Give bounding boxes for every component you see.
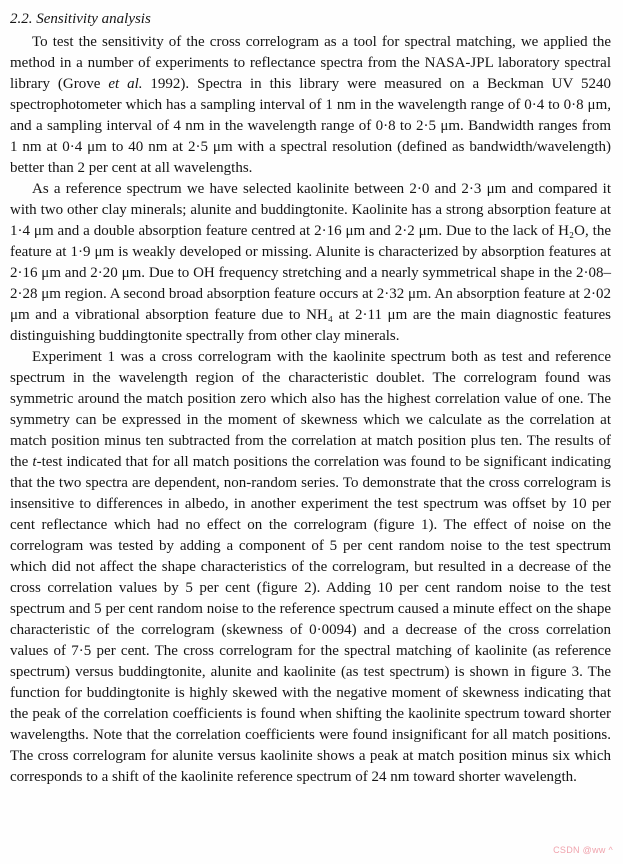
paragraph-text: -test indicated that for all match positions the correlation was found to be significant indicating that the two spectra are dependent, non-random series. To demonstrate that the cross correlogram is insensitive to differences in albedo, in another experiment the test spectrum was offset by 10 per cent reflectance which had no effect on the correlogram (figure 1). The effect of noise on the correlogram was tested by adding a component of 5 per cent random noise to the test spectrum which did not affect the shape characteristics of the correlogram, but resulted in a decrease of the cross correlation values by 5 per cent (figure 2). Adding 10 per cent random noise to the test spectrum and 5 per cent random noise to the reference spectrum caused a minute effect on the shape characteristic of the correlogram (skewness of 0·0094) and a decrease of the cross correlation values of 7·5 per cent. The cross correlogram for the spectral matching of kaolinite (as reference spectrum) versus buddingtonite, alunite and kaolinite (as test spectrum) is shown in figure 3. The function for buddingtonite is highly skewed with the negative moment of skewness indicating that the peak of the correlation coefficients is found when shifting the kaolinite spectrum toward shorter wavelengths. Note that the correlation coefficients were found insignificant for all match positions. The cross correlogram for alunite versus kaolinite shows a peak at match position minus six which corresponds to a shift of the kaolinite reference spectrum of 24 nm toward shorter wavelength. (10, 454, 611, 785)
paragraph-text: As a reference spectrum we have selected kaolinite between 2·0 and 2·3 μm and compared it with two other clay minerals; alunite and buddingtonite. Kaolinite has a strong absorption feature at 1·4 μm and a double absorption feature centred at 2·16 μm and 2·2 μm. Due to the lack of H₂O, the feature at 1·9 μm is weakly developed or missing. Alunite is characterized by absorption features at 2·16 μm and 2·20 μm. Due to OH frequency stretching and a nearly symmetrical shape in the 2·08–2·28 μm region. A second broad absorption feature occurs at 2·32 μm. An absorption feature at 2·02 μm and a vibrational absorption feature due to NH₄ at 2·11 μm are the main diagnostic features distinguishing buddingtonite spectrally from other clay minerals. (10, 181, 611, 344)
paragraph-2 (10, 179, 611, 347)
section-heading: 2.2. Sensitivity analysis (10, 11, 151, 27)
italic-term-t-test: t (32, 454, 37, 470)
paragraph-text: 1992). Spectra in this library were measured on a Beckman UV 5240 spectrophotometer which has a sampling interval of 1 nm in the wavelength range of 0·4 to 0·8 μm, and a sampling interval of 4 nm in the wavelength range of 0·8 to 2·5 μm. Bandwidth ranges from 1 nm at 0·4 μm to 40 nm at 2·5 μm with a spectral resolution (defined as bandwidth/wavelength) better than 2 per cent at all wavelengths. (10, 76, 611, 176)
watermark: CSDN @ww ^ (553, 845, 613, 855)
paragraph-text: Experiment 1 was a cross correlogram with the kaolinite spectrum both as test and reference spectrum in the wavelength region of the characteristic doublet. The correlogram found was symmetric around the match position zero which also has the highest correlation value of one. The symmetry can be expressed in the moment of skewness which we calculate as the correlation at match position minus ten subtracted from the correlation at match position plus ten. The results of the (10, 349, 611, 470)
paragraph-3 (10, 347, 611, 788)
paragraph-1 (10, 32, 611, 179)
paragraph-text: To test the sensitivity of the cross correlogram as a tool for spectral matching, we applied the method in a number of experiments to reflectance spectra from the NASA-JPL laboratory spectral library (Grove (10, 34, 611, 92)
italic-term-et-al: et al. (108, 76, 143, 92)
